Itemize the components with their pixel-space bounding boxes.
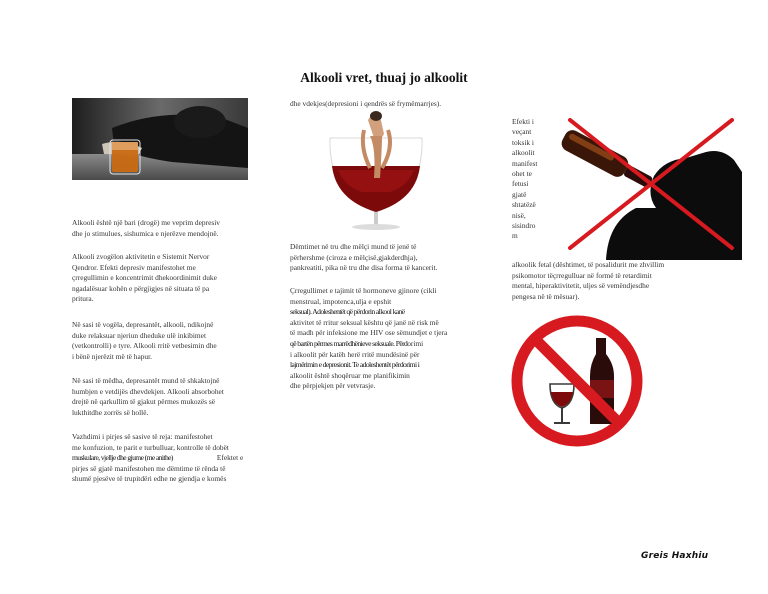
middle-top-line: dhe vdekjes(depresioni i qendrës së frymëmarrjes). bbox=[290, 99, 442, 108]
left-paragraph-5: Vazhdimi i pirjes së sasive të reja: manifestohet me konfuzion, te parit e turbulluar, kontrolle të dobët muskulare, vjellje dhe gjume (me anithe) Efektet e pirjes së gjatë manifestohen me dëmtime të rënda të shumë pjesëve të trupitdëri edhe ne gjendja e komës bbox=[72, 432, 244, 484]
page-title: Alkooli vret, thuaj jo alkoolit bbox=[300, 70, 468, 85]
right-paragraph-1: alkoolik fetal (dështimet, të posalidurit me zhvillim psikomotor tëçrregulluar në formë të retardimit mental, hiperaktivitetit, uljes së vemëndjesdhe pengesa në të mësuar). bbox=[512, 260, 665, 301]
author-signature: Greis Haxhiu bbox=[641, 551, 709, 561]
no-alcohol-sign bbox=[510, 314, 644, 448]
middle-paragraph-2: Çrregullimet e tajimit të hormoneve gjinore (cikli menstrual, impotenca,ulja e epshit seksual). Adoleshentët që përdorin alkool kanë aktivitet të rritur seksual kështu që janë në risk më të madh për infeksione me HIV ose sëmundjet e tjera që bartën përmes marrëdhënieve seksuale. Përdorimi i alkoolit për katëh herë rritë mundësinë për lajmërimin e depresionit. Te adoleshentët përdorimi i alkoolit është shoqëruar me planifikimin dhe përpjekjen për vetvrasje. bbox=[290, 286, 448, 391]
middle-paragraph-1: Dëmtimet në tru dhe mëlçi mund të jenë të përhershme (ciroza e mëlçisë,gjakderdhja), pankreatiti, pika në tru dhe disa forma të kancerit. bbox=[290, 242, 438, 273]
right-narrow-paragraph: Efekti i veçant toksik i alkoolit manifest ohet te fetusi gjatë shtatëzë nisë, sisindro m bbox=[512, 117, 538, 241]
left-paragraph-3: Në sasi të vogëla, depresantët, alkooli, ndikojnë duke relaksuar njeriun dheduke ulë inkibimet (vetkontrolli) e tyre. Alkooli rritë vetbesimin dhe i bënë njerëzit më të hapur. bbox=[72, 320, 217, 361]
left-paragraph-1: Alkooli është një bari (drogë) me veprim depresiv dhe jo stimulues, sishumica e njerëzve mendojnë. bbox=[72, 218, 220, 238]
woman-in-glass-photo bbox=[290, 108, 462, 230]
left-paragraph-2: Alkooli zvogëlon aktivitetin e Sistemit Nervor Qendror. Efekti depresiv manifestohet me çrregullimin e koncentrimit dhekoordinimit duke ngadalësuar kohën e përgjigjes në situata të pa pritura. bbox=[72, 252, 217, 304]
man-with-glass-photo bbox=[72, 98, 248, 180]
crossed-drinker-photo bbox=[546, 112, 742, 260]
left-paragraph-4: Në sasi të mëdha, depresantët mund të shkaktojnë humbjen e vetdijës dhevdekjen. Alkooli absorbohet drejtë në qarkullim të gjakut përmes mukozës së lukthitdhe zorrës së hollë. bbox=[72, 376, 224, 417]
